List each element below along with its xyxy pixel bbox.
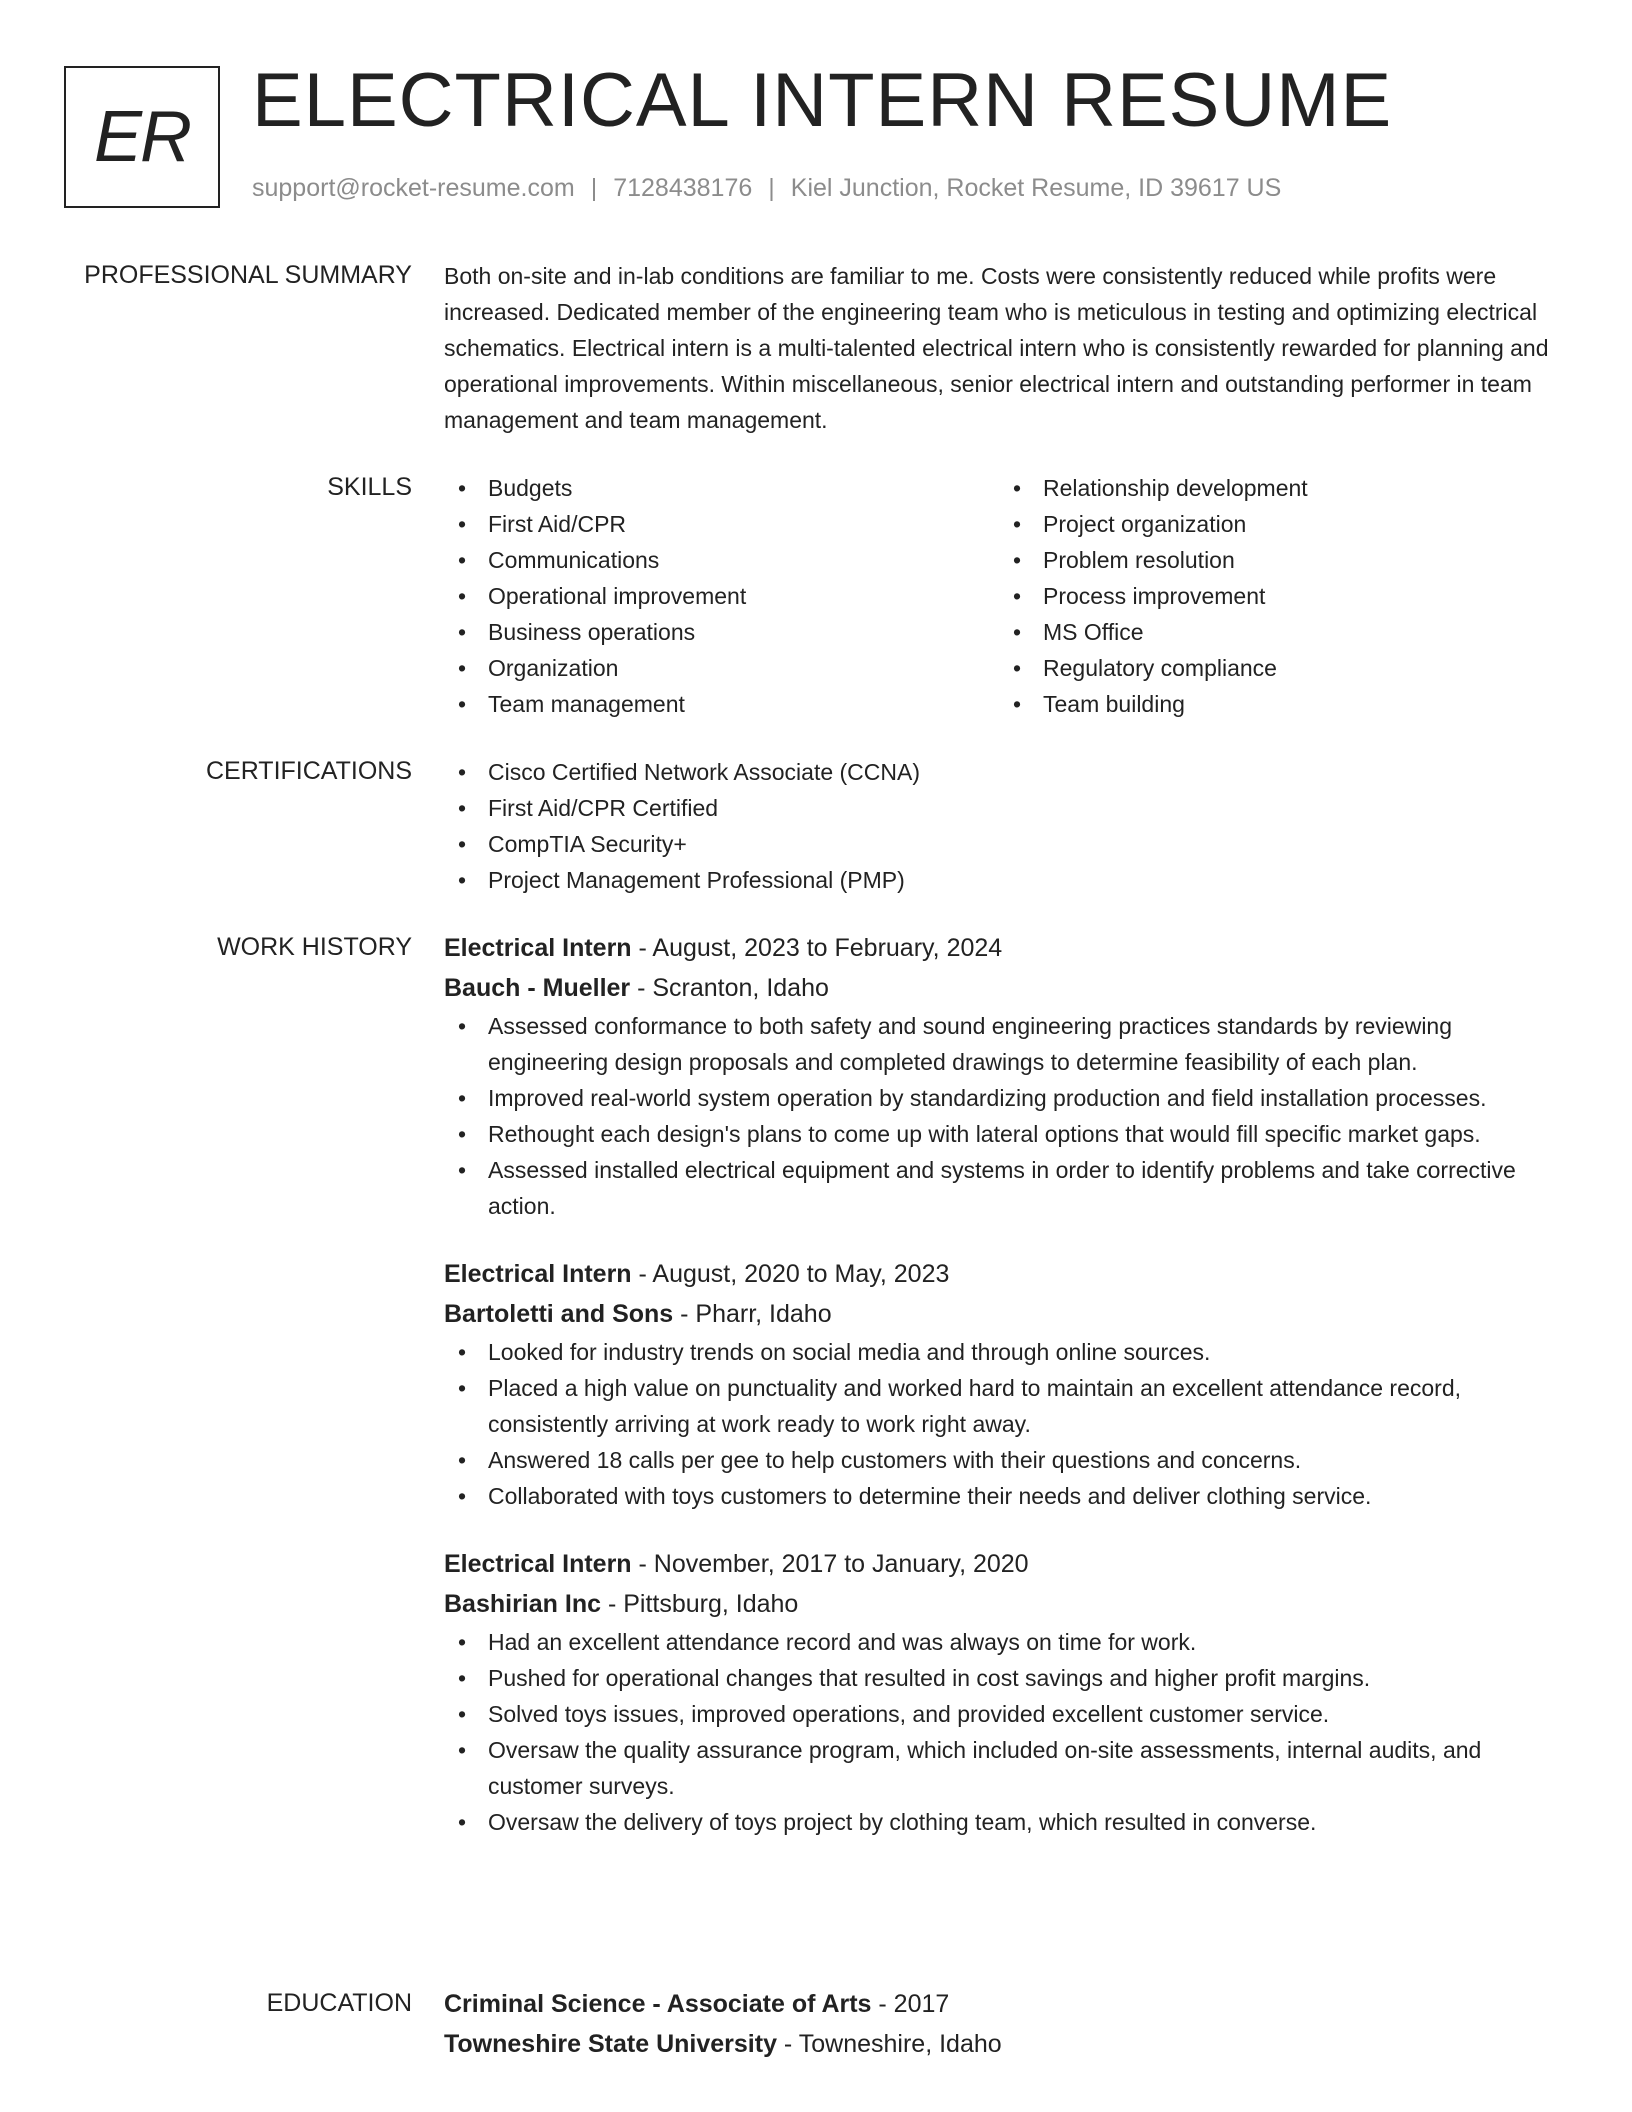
- skill-item: • Regulatory compliance: [1043, 650, 1554, 686]
- skill-item: • Team building: [1043, 686, 1554, 722]
- skill-item: • Relationship development: [1043, 470, 1554, 506]
- skills-heading: SKILLS: [327, 473, 412, 501]
- job-bullets: [444, 1008, 1554, 1224]
- skill-item: • Organization: [488, 650, 999, 686]
- monogram-logo: [64, 66, 220, 208]
- job-bullet: • Pushed for operational changes that resulted in cost savings and higher profit margins.: [488, 1660, 1554, 1696]
- job-bullet: • Oversaw the quality assurance program, which included on-site assessments, internal audits, and customer surveys.: [488, 1732, 1554, 1804]
- job-company-line: [444, 968, 1554, 1008]
- contact-address: Kiel Junction, Rocket Resume, ID 39617 US: [790, 174, 1282, 202]
- job-bullet: • Collaborated with toys customers to determine their needs and deliver clothing service.: [488, 1478, 1554, 1514]
- job-company: Bartoletti and Sons: [444, 1300, 674, 1328]
- job-company-line: [444, 1584, 1554, 1624]
- summary-text: Both on-site and in-lab conditions are familiar to me. Costs were consistently reduced while profits were increased. Dedicated member of the engineering team who is meticulous in testing and optimizing electrical schematics. Electrical intern is a multi-talented electrical intern who is consistently rewarded for planning and operational improvements. Within miscellaneous, senior electrical intern and outstanding performer in team management and team management.: [444, 263, 1549, 433]
- job-entry: [444, 1254, 1554, 1514]
- skill-item: • Operational improvement: [488, 578, 999, 614]
- job-bullets: [444, 1624, 1554, 1840]
- job-bullet: • Solved toys issues, improved operations, and provided excellent customer service.: [488, 1696, 1554, 1732]
- skill-item: • Process improvement: [1043, 578, 1554, 614]
- job-dates: - August, 2023 to February, 2024: [631, 934, 1003, 962]
- skill-item: • Business operations: [488, 614, 999, 650]
- contact-separator: |: [768, 174, 775, 202]
- job-title-line: [444, 1254, 1554, 1294]
- education-year: - 2017: [871, 1990, 950, 2018]
- job-title-line: [444, 1544, 1554, 1584]
- contact-line: [252, 174, 1281, 203]
- education-heading: EDUCATION: [266, 1989, 412, 2017]
- skill-item: • MS Office: [1043, 614, 1554, 650]
- job-bullet: • Placed a high value on punctuality and worked hard to maintain an excellent attendance record, consistently arriving at work ready to work right away.: [488, 1370, 1554, 1442]
- education-school-line: [444, 2024, 1554, 2064]
- skill-item: • First Aid/CPR: [488, 506, 999, 542]
- job-title: Electrical Intern: [444, 934, 632, 962]
- education-location: - Towneshire, Idaho: [776, 2030, 1002, 2058]
- skill-item: • Problem resolution: [1043, 542, 1554, 578]
- job-bullet: • Rethought each design's plans to come up with lateral options that would fill specific market gaps.: [488, 1116, 1554, 1152]
- contact-email: support@rocket-resume.com: [252, 174, 575, 202]
- certifications-list: [444, 754, 1554, 898]
- job-title: Electrical Intern: [444, 1550, 632, 1578]
- job-location: - Scranton, Idaho: [630, 974, 829, 1002]
- certification-item: • Project Management Professional (PMP): [488, 862, 1554, 898]
- job-dates: - November, 2017 to January, 2020: [631, 1550, 1029, 1578]
- job-title-line: [444, 928, 1554, 968]
- job-bullet: • Improved real-world system operation by standardizing production and field installation processes.: [488, 1080, 1554, 1116]
- skill-item: • Project organization: [1043, 506, 1554, 542]
- contact-separator: |: [590, 174, 598, 202]
- skills-list-left: [444, 470, 999, 722]
- certification-item: • CompTIA Security+: [488, 826, 1554, 862]
- education-degree-line: [444, 1984, 1554, 2024]
- job-bullet: • Assessed installed electrical equipment and systems in order to identify problems and take corrective action.: [488, 1152, 1554, 1224]
- work-history-heading: WORK HISTORY: [217, 933, 412, 961]
- job-company: Bauch - Mueller: [444, 974, 631, 1002]
- skills-list-right: [999, 470, 1554, 722]
- monogram-text: ER: [93, 97, 191, 177]
- skill-item: • Communications: [488, 542, 999, 578]
- job-bullet: • Had an excellent attendance record and was always on time for work.: [488, 1624, 1554, 1660]
- job-entry: [444, 1544, 1554, 1840]
- job-dates: - August, 2020 to May, 2023: [631, 1260, 950, 1288]
- education-degree: Criminal Science - Associate of Arts: [444, 1990, 872, 2018]
- job-bullets: [444, 1334, 1554, 1514]
- job-title: Electrical Intern: [444, 1260, 632, 1288]
- job-bullet: • Assessed conformance to both safety and sound engineering practices standards by reviewing engineering design proposals and completed drawings to determine feasibility of each plan.: [488, 1008, 1554, 1080]
- resume-title: ELECTRICAL INTERN RESUME: [252, 58, 1393, 143]
- job-location: - Pittsburg, Idaho: [601, 1590, 799, 1618]
- education-school: Towneshire State University: [444, 2030, 777, 2058]
- job-bullet: • Oversaw the delivery of toys project by clothing team, which resulted in converse.: [488, 1804, 1554, 1840]
- contact-phone: 7128438176: [613, 174, 753, 202]
- certification-item: • Cisco Certified Network Associate (CCNA): [488, 754, 1554, 790]
- job-company-line: [444, 1294, 1554, 1334]
- skill-item: • Budgets: [488, 470, 999, 506]
- job-company: Bashirian Inc: [444, 1590, 601, 1618]
- job-entry: [444, 928, 1554, 1224]
- job-location: - Pharr, Idaho: [673, 1300, 832, 1328]
- skill-item: • Team management: [488, 686, 999, 722]
- summary-heading: PROFESSIONAL SUMMARY: [84, 261, 412, 289]
- certifications-heading: CERTIFICATIONS: [205, 757, 412, 785]
- certification-item: • First Aid/CPR Certified: [488, 790, 1554, 826]
- job-bullet: • Looked for industry trends on social media and through online sources.: [488, 1334, 1554, 1370]
- job-bullet: • Answered 18 calls per gee to help customers with their questions and concerns.: [488, 1442, 1554, 1478]
